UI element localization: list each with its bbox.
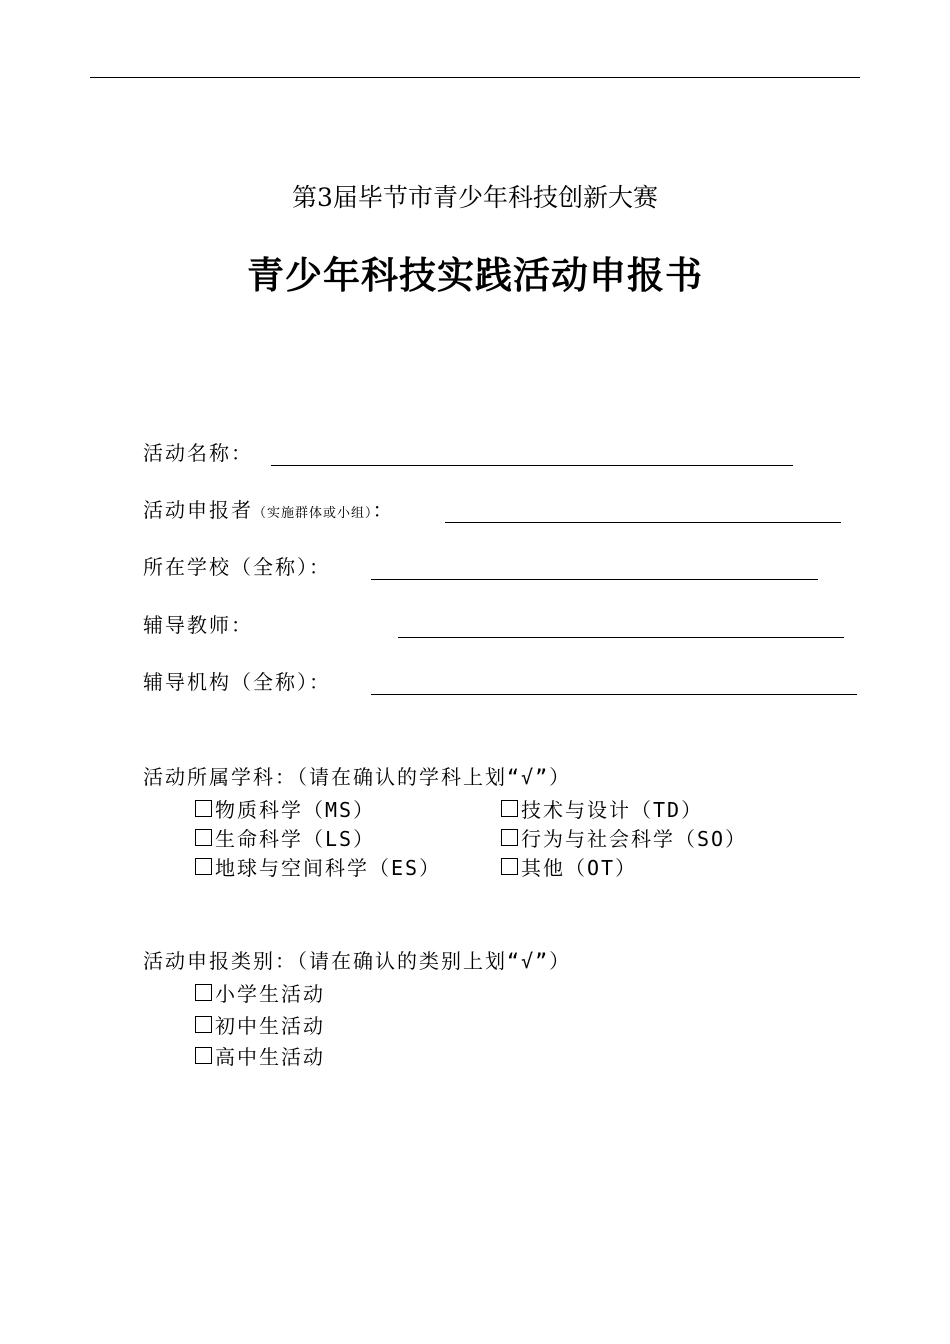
subject-option[interactable]: 物质科学（MS） xyxy=(195,794,375,823)
activity-name-line[interactable] xyxy=(271,465,793,466)
applicant-label-note: （实施群体或小组） xyxy=(253,506,373,521)
category-option[interactable]: 高中生活动 xyxy=(195,1041,325,1070)
category-option[interactable]: 初中生活动 xyxy=(195,1010,325,1039)
activity-name-field[interactable] xyxy=(143,437,803,469)
checkbox-icon[interactable] xyxy=(195,800,212,817)
institution-line[interactable] xyxy=(371,694,857,695)
form-title: 青少年科技实践活动申报书 xyxy=(247,254,703,297)
institution-field[interactable] xyxy=(143,666,863,698)
categories-label: 活动申报类别：（请在确认的类别上划“√”） xyxy=(143,949,572,973)
school-line[interactable] xyxy=(371,579,818,580)
checkbox-icon[interactable] xyxy=(501,829,518,846)
applicant-label-colon: ： xyxy=(372,498,395,522)
applicant-label-main: 活动申报者 xyxy=(143,498,253,522)
teacher-line[interactable] xyxy=(398,637,844,638)
applicant-label xyxy=(143,494,395,523)
subject-option[interactable]: 生命科学（LS） xyxy=(195,823,375,852)
checkbox-icon[interactable] xyxy=(195,858,212,875)
school-field[interactable] xyxy=(143,551,833,583)
checkbox-icon[interactable] xyxy=(501,858,518,875)
top-rule xyxy=(90,77,860,78)
subject-option[interactable]: 地球与空间科学（ES） xyxy=(195,852,441,881)
checkbox-icon[interactable] xyxy=(195,829,212,846)
school-label: 所在学校（全称）： xyxy=(143,555,331,579)
contest-subtitle: 第3届毕节市青少年科技创新大赛 xyxy=(292,183,658,212)
subject-option[interactable]: 行为与社会科学（SO） xyxy=(501,823,747,852)
checkbox-icon[interactable] xyxy=(501,800,518,817)
applicant-field[interactable] xyxy=(143,494,853,526)
activity-name-label: 活动名称： xyxy=(143,441,253,465)
category-option[interactable]: 小学生活动 xyxy=(195,978,325,1007)
teacher-label: 辅导教师： xyxy=(143,613,253,637)
subject-option[interactable]: 其他（OT） xyxy=(501,852,637,881)
checkbox-icon[interactable] xyxy=(195,984,212,1001)
teacher-field[interactable] xyxy=(143,609,853,641)
applicant-line[interactable] xyxy=(445,522,841,523)
subjects-label: 活动所属学科：（请在确认的学科上划“√”） xyxy=(143,765,572,789)
checkbox-icon[interactable] xyxy=(195,1016,212,1033)
checkbox-icon[interactable] xyxy=(195,1047,212,1064)
institution-label: 辅导机构（全称）： xyxy=(143,670,331,694)
subject-option[interactable]: 技术与设计（TD） xyxy=(501,794,703,823)
